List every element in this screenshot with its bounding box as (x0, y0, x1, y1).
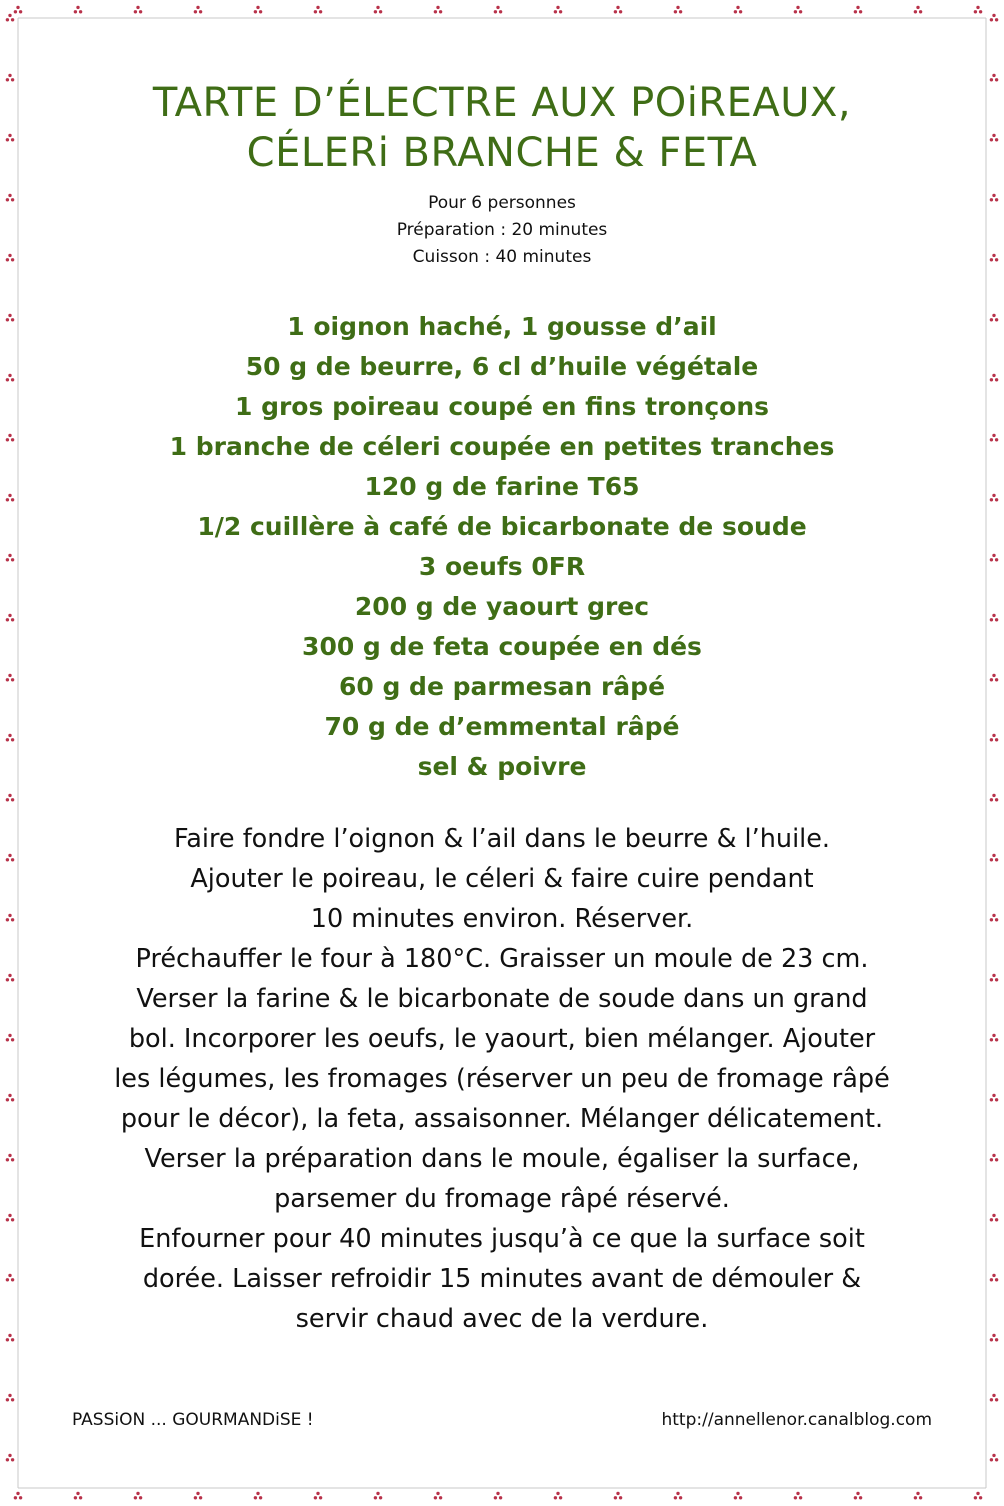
recipe-content (40, 70, 964, 1339)
ingredient-item: 1 gros poireau coupé en fins tronçons (234, 392, 770, 421)
border-dot (974, 10, 977, 13)
border-dot (439, 1496, 442, 1499)
border-dot (11, 1098, 14, 1101)
border-dot (319, 10, 322, 13)
border-dot (676, 1492, 679, 1495)
border-dot (679, 10, 682, 13)
border-dot (494, 10, 497, 13)
ingredient-item: sel & poivre (417, 752, 587, 781)
border-dot (992, 674, 995, 677)
border-dot (992, 1394, 995, 1397)
border-dot (8, 554, 11, 557)
border-dot (976, 1492, 979, 1495)
border-dot (11, 738, 14, 741)
border-dot (11, 78, 14, 81)
border-dot (992, 134, 995, 137)
instruction-line: servir chaud avec de la verdure. (295, 1304, 709, 1334)
border-dot (6, 1158, 9, 1161)
border-dot (995, 378, 998, 381)
border-dot (992, 1154, 995, 1157)
border-dot (990, 1158, 993, 1161)
border-dot (619, 1496, 622, 1499)
border-dot (992, 1094, 995, 1097)
ingredient-list (40, 307, 964, 787)
border-dot (995, 618, 998, 621)
border-dot (992, 914, 995, 917)
border-dot (559, 10, 562, 13)
border-dot (734, 1496, 737, 1499)
border-dot (259, 1496, 262, 1499)
border-dot (616, 1492, 619, 1495)
border-dot (8, 1454, 11, 1457)
border-dot (6, 1398, 9, 1401)
border-dot (995, 1158, 998, 1161)
border-dot (11, 438, 14, 441)
border-dot (992, 494, 995, 497)
recipe-title (40, 78, 964, 178)
border-dot (11, 318, 14, 321)
instructions-text (40, 819, 964, 1339)
ingredient-item: 3 oeufs 0FR (418, 552, 586, 581)
border-dot (8, 74, 11, 77)
instruction-line: 10 minutes environ. Réserver. (310, 904, 694, 934)
border-dot (854, 10, 857, 13)
border-dot (314, 1496, 317, 1499)
border-dot (6, 1458, 9, 1461)
border-dot (995, 1458, 998, 1461)
border-dot (916, 6, 919, 9)
border-dot (854, 1496, 857, 1499)
border-dot (554, 10, 557, 13)
border-dot (995, 138, 998, 141)
border-dot (314, 10, 317, 13)
border-dot (6, 1098, 9, 1101)
border-dot (319, 1496, 322, 1499)
border-dot (990, 1278, 993, 1281)
border-dot (6, 438, 9, 441)
border-dot (6, 378, 9, 381)
border-dot (992, 1454, 995, 1457)
border-dot (990, 798, 993, 801)
border-dot (614, 1496, 617, 1499)
border-dot (990, 138, 993, 141)
ingredient-item: 50 g de beurre, 6 cl d’huile végétale (245, 352, 759, 381)
border-dot (254, 10, 257, 13)
border-dot (990, 1338, 993, 1341)
border-dot (992, 434, 995, 437)
border-dot (11, 1278, 14, 1281)
border-dot (916, 1492, 919, 1495)
border-dot (194, 10, 197, 13)
cook-time-text: Cuisson : 40 minutes (412, 247, 592, 267)
border-dot (439, 10, 442, 13)
border-dot (139, 10, 142, 13)
border-dot (6, 138, 9, 141)
border-dot (6, 678, 9, 681)
border-dot (74, 1496, 77, 1499)
border-dot (436, 6, 439, 9)
border-dot (990, 18, 993, 21)
border-dot (376, 6, 379, 9)
border-dot (11, 618, 14, 621)
border-dot (256, 6, 259, 9)
border-dot (8, 374, 11, 377)
border-dot (992, 1334, 995, 1337)
border-dot (6, 858, 9, 861)
border-dot (995, 678, 998, 681)
prep-time-text: Préparation : 20 minutes (396, 220, 608, 240)
border-dot (990, 1218, 993, 1221)
border-dot (8, 854, 11, 857)
border-dot (992, 614, 995, 617)
border-dot (434, 10, 437, 13)
border-dot (990, 738, 993, 741)
border-dot (992, 74, 995, 77)
border-dot (995, 978, 998, 981)
border-dot (794, 10, 797, 13)
border-dot (8, 734, 11, 737)
border-dot (199, 10, 202, 13)
border-dot (990, 858, 993, 861)
border-dot (859, 10, 862, 13)
ingredient-item: 300 g de feta coupée en dés (302, 632, 702, 661)
border-dot (995, 1098, 998, 1101)
border-dot (995, 1338, 998, 1341)
servings-text: Pour 6 personnes (428, 193, 576, 213)
border-dot (11, 798, 14, 801)
border-dot (8, 494, 11, 497)
border-dot (739, 10, 742, 13)
border-dot (992, 554, 995, 557)
border-dot (556, 6, 559, 9)
border-dot (6, 738, 9, 741)
border-dot (619, 10, 622, 13)
border-dot (11, 198, 14, 201)
border-dot (556, 1492, 559, 1495)
border-dot (990, 198, 993, 201)
border-dot (136, 1492, 139, 1495)
border-dot (8, 1214, 11, 1217)
instruction-line: Verser la farine & le bicarbonate de soude dans un grand (136, 984, 868, 1014)
border-dot (995, 738, 998, 741)
border-dot (14, 1496, 17, 1499)
border-dot (6, 78, 9, 81)
border-dot (995, 498, 998, 501)
border-dot (8, 1094, 11, 1097)
border-dot (990, 978, 993, 981)
border-dot (990, 678, 993, 681)
border-dot (995, 18, 998, 21)
border-dot (8, 794, 11, 797)
border-dot (992, 794, 995, 797)
border-dot (995, 318, 998, 321)
border-dot (799, 10, 802, 13)
border-dot (990, 78, 993, 81)
border-dot (919, 10, 922, 13)
border-dot (992, 314, 995, 317)
instruction-line: Ajouter le poireau, le céleri & faire cuire pendant (190, 864, 814, 894)
border-dot (736, 6, 739, 9)
border-dot (496, 1492, 499, 1495)
border-dot (995, 78, 998, 81)
border-dot (992, 194, 995, 197)
border-dot (8, 914, 11, 917)
border-dot (674, 1496, 677, 1499)
border-dot (990, 558, 993, 561)
border-dot (616, 6, 619, 9)
border-dot (316, 6, 319, 9)
border-dot (995, 438, 998, 441)
border-dot (11, 1458, 14, 1461)
border-dot (995, 918, 998, 921)
border-dot (995, 798, 998, 801)
instruction-line: pour le décor), la feta, assaisonner. Mélanger délicatement. (120, 1104, 884, 1134)
border-dot (914, 10, 917, 13)
border-dot (11, 978, 14, 981)
border-dot (995, 1398, 998, 1401)
border-dot (494, 1496, 497, 1499)
border-dot (6, 498, 9, 501)
border-dot (8, 194, 11, 197)
border-dot (992, 254, 995, 257)
border-dot (6, 918, 9, 921)
border-dot (316, 1492, 319, 1495)
border-dot (196, 1492, 199, 1495)
border-dot (499, 1496, 502, 1499)
border-dot (734, 10, 737, 13)
border-dot (6, 18, 9, 21)
ingredient-item: 60 g de parmesan râpé (338, 672, 666, 701)
border-dot (992, 14, 995, 17)
border-dot (914, 1496, 917, 1499)
border-dot (974, 1496, 977, 1499)
ingredient-item: 200 g de yaourt grec (354, 592, 650, 621)
border-dot (74, 10, 77, 13)
border-dot (976, 6, 979, 9)
border-dot (11, 18, 14, 21)
border-dot (11, 1218, 14, 1221)
border-dot (496, 6, 499, 9)
border-dot (434, 1496, 437, 1499)
title-line-1: TARTE D’ÉLECTRE AUX POiREAUX, (152, 80, 852, 126)
ingredient-item: 1 branche de céleri coupée en petites tranches (169, 432, 835, 461)
border-dot (679, 1496, 682, 1499)
border-dot (8, 134, 11, 137)
footer-tagline: PASSiON ... GOURMANDiSE ! (72, 1410, 314, 1430)
border-dot (6, 798, 9, 801)
border-dot (6, 618, 9, 621)
border-dot (992, 374, 995, 377)
ingredient-item: 120 g de farine T65 (364, 472, 640, 501)
border-dot (992, 854, 995, 857)
instruction-line: dorée. Laisser refroidir 15 minutes avant de démouler & (142, 1264, 862, 1294)
border-dot (856, 1492, 859, 1495)
border-dot (199, 1496, 202, 1499)
border-dot (992, 1274, 995, 1277)
border-dot (76, 6, 79, 9)
border-dot (11, 378, 14, 381)
border-dot (11, 1338, 14, 1341)
border-dot (8, 254, 11, 257)
border-dot (14, 10, 17, 13)
border-dot (992, 1034, 995, 1037)
border-dot (990, 1458, 993, 1461)
border-dot (995, 1218, 998, 1221)
footer-url: http://annellenor.canalblog.com (661, 1410, 932, 1430)
border-dot (995, 858, 998, 861)
border-dot (16, 6, 19, 9)
border-dot (8, 1274, 11, 1277)
border-dot (8, 314, 11, 317)
border-dot (11, 258, 14, 261)
border-dot (856, 6, 859, 9)
instruction-line: Verser la préparation dans le moule, égaliser la surface, (144, 1144, 860, 1174)
border-dot (76, 1492, 79, 1495)
border-dot (796, 6, 799, 9)
border-dot (559, 1496, 562, 1499)
border-dot (11, 1158, 14, 1161)
instruction-line: Préchauffer le four à 180°C. Graisser un moule de 23 cm. (135, 944, 869, 974)
ingredient-item: 70 g de d’emmental râpé (324, 712, 680, 741)
instruction-line: Enfourner pour 40 minutes jusqu’à ce que la surface soit (139, 1224, 865, 1254)
recipe-meta (40, 190, 964, 271)
border-dot (6, 1038, 9, 1041)
instruction-line: parsemer du fromage râpé réservé. (274, 1184, 730, 1214)
border-dot (614, 10, 617, 13)
border-dot (11, 918, 14, 921)
border-dot (8, 434, 11, 437)
border-dot (11, 498, 14, 501)
border-dot (992, 734, 995, 737)
border-dot (8, 1154, 11, 1157)
border-dot (136, 6, 139, 9)
border-dot (11, 138, 14, 141)
border-dot (6, 978, 9, 981)
border-dot (379, 10, 382, 13)
border-dot (6, 1338, 9, 1341)
border-dot (6, 1218, 9, 1221)
title-line-2: CÉLERi BRANCHE & FETA (246, 130, 758, 176)
border-dot (374, 10, 377, 13)
border-dot (990, 918, 993, 921)
border-dot (16, 1492, 19, 1495)
border-dot (8, 14, 11, 17)
border-dot (799, 1496, 802, 1499)
border-dot (379, 1496, 382, 1499)
border-dot (8, 1034, 11, 1037)
border-dot (8, 1334, 11, 1337)
border-dot (8, 974, 11, 977)
border-dot (8, 614, 11, 617)
border-dot (674, 10, 677, 13)
border-dot (6, 558, 9, 561)
border-dot (254, 1496, 257, 1499)
border-dot (6, 198, 9, 201)
border-dot (990, 378, 993, 381)
border-dot (992, 1214, 995, 1217)
border-dot (676, 6, 679, 9)
border-dot (736, 1492, 739, 1495)
border-dot (134, 1496, 137, 1499)
border-dot (992, 974, 995, 977)
ingredient-item: 1 oignon haché, 1 gousse d’ail (287, 312, 717, 341)
border-dot (134, 10, 137, 13)
border-dot (11, 1038, 14, 1041)
border-dot (196, 6, 199, 9)
border-dot (979, 10, 982, 13)
border-dot (990, 438, 993, 441)
border-dot (376, 1492, 379, 1495)
border-dot (859, 1496, 862, 1499)
border-dot (436, 1492, 439, 1495)
border-dot (499, 10, 502, 13)
border-dot (8, 1394, 11, 1397)
border-dot (79, 1496, 82, 1499)
border-dot (794, 1496, 797, 1499)
border-dot (11, 858, 14, 861)
border-dot (6, 318, 9, 321)
border-dot (374, 1496, 377, 1499)
border-dot (990, 1398, 993, 1401)
border-dot (739, 1496, 742, 1499)
border-dot (79, 10, 82, 13)
border-dot (995, 1038, 998, 1041)
border-dot (995, 1278, 998, 1281)
instruction-line: bol. Incorporer les oeufs, le yaourt, bien mélanger. Ajouter (128, 1024, 876, 1054)
border-dot (194, 1496, 197, 1499)
border-dot (256, 1492, 259, 1495)
border-dot (139, 1496, 142, 1499)
border-dot (979, 1496, 982, 1499)
border-dot (259, 10, 262, 13)
border-dot (990, 498, 993, 501)
border-dot (796, 1492, 799, 1495)
border-dot (6, 258, 9, 261)
border-dot (919, 1496, 922, 1499)
border-dot (11, 558, 14, 561)
border-dot (990, 1038, 993, 1041)
border-dot (19, 1496, 22, 1499)
instruction-line: Faire fondre l’oignon & l’ail dans le beurre & l’huile. (173, 824, 831, 854)
border-dot (990, 1098, 993, 1101)
border-dot (6, 1278, 9, 1281)
border-dot (11, 1398, 14, 1401)
instruction-line: les légumes, les fromages (réserver un peu de fromage râpé (114, 1064, 890, 1094)
border-dot (554, 1496, 557, 1499)
border-dot (19, 10, 22, 13)
border-dot (995, 258, 998, 261)
border-dot (990, 318, 993, 321)
border-dot (11, 678, 14, 681)
border-dot (995, 198, 998, 201)
border-dot (990, 618, 993, 621)
ingredient-item: 1/2 cuillère à café de bicarbonate de soude (197, 512, 807, 541)
border-dot (995, 558, 998, 561)
border-dot (8, 674, 11, 677)
border-dot (990, 258, 993, 261)
